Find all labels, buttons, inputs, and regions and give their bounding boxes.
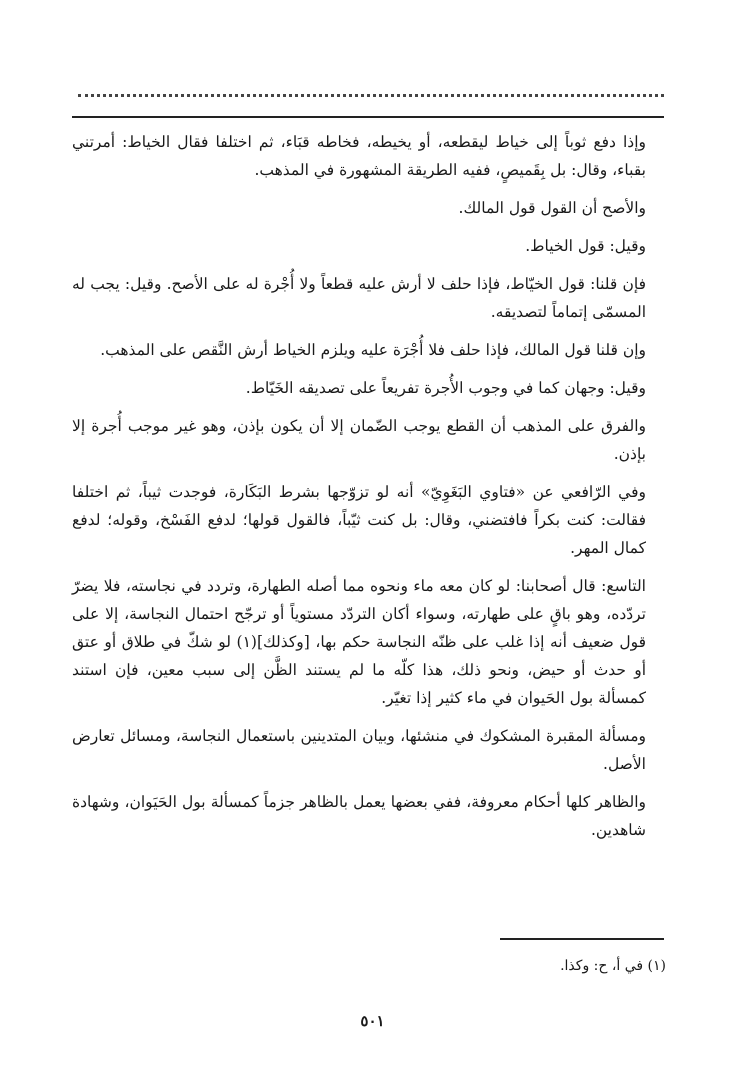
paragraph: التاسع: قال أصحابنا: لو كان معه ماء ونحوه مما أصله الطهارة، وتردد في نجاسته، فلا يضرّ تردّده، وهو باقٍ على طهارته، وسواء أكان التردّد مستوياً أو ترجّح احتمال النجاسة، إلا على قول ضعيف أنه إذا غلب على ظنّه النجاسة حكم بها، [وكذلك](١) لو شكّ في طلاق أو عتق أو حدث أو حيض، ونحو ذلك، هذا كلّه ما لم يستند الظَّن إلى سبب معين، فإن استند كمسألة بول الحَيوان في ماء كثير إذا تغيّر. (72, 577, 646, 707)
header-dotted-line (78, 82, 664, 97)
paragraph: وإذا دفع ثوباً إلى خياط ليقطعه، أو يخيطه، فخاطه قبَاء، ثم اختلفا فقال الخياط: أمرتني بقباء، وقال: بل بِقَميصٍ، ففيه الطريقة المشهورة في المذهب. (72, 133, 646, 179)
page-number: ٥٠١ (360, 1012, 385, 1030)
main-text (72, 128, 666, 854)
footnote-rule (500, 938, 664, 940)
paragraph: والأصح أن القول قول المالك. (458, 199, 646, 217)
paragraph: وفي الرّافعي عن «فتاوي البَغَوِيّ» أنه لو تزوّجها بشرط البَكَارة، فوجدت ثيباً، ثم اختلفا فقالت: كنت بكراً فافتضني، وقال: بل كنت ثيّباً، فالقول قولها؛ لدفع الفَسْخ، وقوله؛ لدفع كمال المهر. (72, 483, 646, 557)
paragraph: ومسألة المقبرة المشكوك في منشئها، وبيان المتدينين باستعمال النجاسة، ومسائل تعارض الأصل. (72, 727, 646, 773)
paragraph: وقيل: وجهان كما في وجوب الأُجرة تفريعاً على تصديقه الخَيّاط. (245, 379, 646, 397)
paragraph: والظاهر كلها أحكام معروفة، ففي بعضها يعمل بالظاهر جزماً كمسألة بول الحَيَوان، وشهادة شاهدين. (72, 793, 646, 839)
paragraph: فإن قلنا: قول الخيّاط، فإذا حلف لا أرش عليه قطعاً ولا أُجْرة له على الأصح. وقيل: يجب له المسمّى إتماماً لتصديقه. (72, 275, 646, 321)
paragraph: وإن قلنا قول المالك، فإذا حلف فلا أُجْرَة عليه ويلزم الخياط أرش النَّقص على المذهب. (100, 341, 646, 359)
header-rule (72, 116, 664, 118)
paragraph: والفرق على المذهب أن القطع يوجب الضّمان إلا أن يكون بإذن، وهو غير موجب أُجرة إلا بإذن. (72, 417, 646, 463)
footnote: (١) في أ، ح: وكذا. (560, 958, 666, 974)
paragraph: وقيل: قول الخياط. (525, 237, 646, 255)
